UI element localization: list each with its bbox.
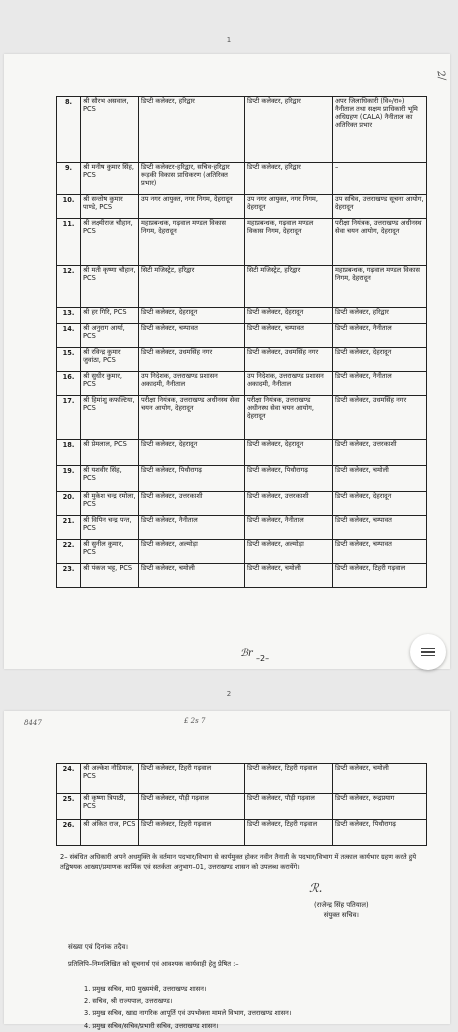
current-post-cell: सिटी मजिस्ट्रेट, हरिद्वार	[139, 266, 245, 308]
table-row	[57, 324, 427, 348]
current-post-cell: डिप्टी कलेक्टर, चमोली	[139, 564, 245, 588]
current-post-cell: उप नगर आयुक्त, नगर निगम, देहरादून	[139, 195, 245, 219]
serial-cell: 15.	[57, 348, 81, 372]
serial-cell: 14.	[57, 324, 81, 348]
new-post-cell: डिप्टी कलेक्टर, रूद्रप्रयाग	[333, 794, 427, 820]
officer-name-cell: श्री लक्ष्मीराज चौहान, PCS	[81, 219, 139, 266]
new-post-cell: डिप्टी कलेक्टर, उधमसिंह नगर	[333, 396, 427, 440]
officer-transfer-table	[56, 96, 427, 588]
new-post-cell: डिप्टी कलेक्टर, नैनीताल	[333, 372, 427, 396]
new-post-cell: डिप्टी कलेक्टर, देहरादून	[333, 348, 427, 372]
serial-cell: 11.	[57, 219, 81, 266]
serial-cell: 23.	[57, 564, 81, 588]
table-row	[57, 266, 427, 308]
new-post-cell: डिप्टी कलेक्टर, चमोली	[333, 764, 427, 794]
current-post-cell: डिप्टी कलेक्टर, देहरादून	[139, 308, 245, 324]
retained-post-cell: महाप्रबन्धक, गढ़वाल मण्डल विकास निगम, देहरादून	[245, 219, 333, 266]
retained-post-cell: डिप्टी कलेक्टर, हरिद्वार	[245, 163, 333, 195]
retained-post-cell: उप निदेशक, उत्तराखण्ड प्रशासन अकादमी, नैनीताल	[245, 372, 333, 396]
serial-cell: 22.	[57, 540, 81, 564]
table-row	[57, 163, 427, 195]
officer-name-cell: श्री सुधीर कुमार, PCS	[81, 372, 139, 396]
top-note-mid: £ 2s 7	[184, 717, 206, 725]
current-post-cell: डिप्टी कलेक्टर, उत्तरकाशी	[139, 492, 245, 516]
current-post-cell: डिप्टी कलेक्टर, पौड़ी गढ़वाल	[139, 794, 245, 820]
top-note-left: 8447	[24, 719, 42, 727]
new-post-cell: डिप्टी कलेक्टर, चमोली	[333, 466, 427, 492]
officer-name-cell: श्री अल्केश नौडियाल, PCS	[81, 764, 139, 794]
page-menu-button[interactable]	[410, 634, 446, 670]
table-row	[57, 97, 427, 163]
serial-cell: 17.	[57, 396, 81, 440]
document-page-2	[4, 711, 450, 1030]
serial-cell: 12.	[57, 266, 81, 308]
new-post-cell: अपर जिलाधिकारी (वि०/रा०) नैनीताल तथा सक्षम प्राधिकारी भूमि अधिग्रहण (CALA) नैनीताल का अतिरिक्त प्रभार	[333, 97, 427, 163]
serial-cell: 19.	[57, 466, 81, 492]
retained-post-cell: डिप्टी कलेक्टर, चमोली	[245, 564, 333, 588]
current-post-cell: डिप्टी कलेक्टर-हरिद्वार, सचिव-हरिद्वार रूड़की विकास प्राधिकरण (अतिरिक्त प्रभार)	[139, 163, 245, 195]
serial-cell: 13.	[57, 308, 81, 324]
current-post-cell: परीक्षा नियंत्रक, उत्तराखण्ड अधीनस्थ सेवा चयन आयोग, देहरादून	[139, 396, 245, 440]
new-post-cell: –	[333, 163, 427, 195]
officer-name-cell: श्री मनीष कुमार सिंह, PCS	[81, 163, 139, 195]
retained-post-cell: उप नगर आयुक्त, नगर निगम, देहरादून	[245, 195, 333, 219]
officer-name-cell: श्री सन्तोष कुमार पाण्डे, PCS	[81, 195, 139, 219]
current-post-cell: डिप्टी कलेक्टर, पिथौरागढ़	[139, 466, 245, 492]
copy-recipient-item: 1. प्रमुख सचिव, मा0 मुख्यमंत्री, उत्तराखण्ड शासन।	[84, 985, 207, 993]
retained-post-cell: डिप्टी कलेक्टर, टिहरी गढ़वाल	[245, 820, 333, 846]
retained-post-cell: डिप्टी कलेक्टर, नैनीताल	[245, 516, 333, 540]
copy-to-line: प्रतिलिपि–निम्नलिखित को सूचनार्थ एवं आवश्यक कार्यवाही हेतु प्रेषित :–	[68, 960, 239, 968]
table-row	[57, 764, 427, 794]
reference-line: संख्या एवं दिनांक तदैव।	[68, 943, 128, 951]
officer-name-cell: श्री मती कृष्णा चौहान, PCS	[81, 266, 139, 308]
new-post-cell: डिप्टी कलेक्टर, उत्तरकाशी	[333, 440, 427, 466]
current-post-cell: डिप्टी कलेक्टर, देहरादून	[139, 440, 245, 466]
officer-name-cell: श्री प्रेमलाल, PCS	[81, 440, 139, 466]
serial-cell: 10.	[57, 195, 81, 219]
new-post-cell: परीक्षा नियंत्रक, उत्तराखण्ड अधीनस्थ सेवा चयन आयोग, देहरादून	[333, 219, 427, 266]
new-post-cell: उप सचिव, उत्तराखण्ड सूचना आयोग, देहरादून	[333, 195, 427, 219]
current-post-cell: डिप्टी कलेक्टर, टिहरी गढ़वाल	[139, 820, 245, 846]
officer-name-cell: श्री मुकेश चन्द्र रमोला, PCS	[81, 492, 139, 516]
menu-icon	[421, 646, 435, 659]
officer-name-cell: श्री अंकित राज, PCS	[81, 820, 139, 846]
current-post-cell: महाप्रबन्धक, गढ़वाल मण्डल विकास निगम, देहरादून	[139, 219, 245, 266]
signature: ℛ.	[309, 881, 323, 895]
officer-name-cell: श्री पंकज भट्ट, PCS	[81, 564, 139, 588]
margin-annotation: 2/	[434, 69, 448, 82]
table-row	[57, 348, 427, 372]
retained-post-cell: परीक्षा नियंत्रक, उत्तराखण्ड अधीनस्थ सेवा चयन आयोग, देहरादून	[245, 396, 333, 440]
retained-post-cell: डिप्टी कलेक्टर, अल्मोड़ा	[245, 540, 333, 564]
table-row	[57, 820, 427, 846]
current-post-cell: डिप्टी कलेक्टर, उधमसिंह नगर	[139, 348, 245, 372]
copy-recipient-item: 2. सचिव, श्री राज्यपाल, उत्तराखण्ड।	[84, 997, 173, 1006]
table-row	[57, 440, 427, 466]
table-row	[57, 492, 427, 516]
current-post-cell: डिप्टी कलेक्टर, टिहरी गढ़वाल	[139, 764, 245, 794]
table-row	[57, 372, 427, 396]
retained-post-cell: डिप्टी कलेक्टर, हरिद्वार	[245, 97, 333, 163]
officer-name-cell: श्री यशवीर सिंह, PCS	[81, 466, 139, 492]
table-row	[57, 564, 427, 588]
serial-cell: 24.	[57, 764, 81, 794]
retained-post-cell: डिप्टी कलेक्टर, टिहरी गढ़वाल	[245, 764, 333, 794]
retained-post-cell: डिप्टी कलेक्टर, चम्पावत	[245, 324, 333, 348]
serial-cell: 16.	[57, 372, 81, 396]
new-post-cell: डिप्टी कलेक्टर, चम्पावत	[333, 540, 427, 564]
table-row	[57, 794, 427, 820]
retained-post-cell: डिप्टी कलेक्टर, उधमसिंह नगर	[245, 348, 333, 372]
current-post-cell: डिप्टी कलेक्टर, हरिद्वार	[139, 97, 245, 163]
copy-recipient-item: 4. प्रमुख सचिव/सचिव/प्रभारी सचिव, उत्तराखण्ड शासन।	[84, 1021, 219, 1030]
new-post-cell: डिप्टी कलेक्टर, नैनीताल	[333, 324, 427, 348]
officer-name-cell: श्री रविन्द्र कुमार जुवांठा, PCS	[81, 348, 139, 372]
new-post-cell: डिप्टी कलेक्टर, पिथौरागढ़	[333, 820, 427, 846]
retained-post-cell: सिटी मजिस्ट्रेट, हरिद्वार	[245, 266, 333, 308]
officer-name-cell: श्री अनुराग आर्या, PCS	[81, 324, 139, 348]
retained-post-cell: डिप्टी कलेक्टर, पौड़ी गढ़वाल	[245, 794, 333, 820]
serial-cell: 9.	[57, 163, 81, 195]
signatory-block	[314, 901, 369, 920]
new-post-cell: डिप्टी कलेक्टर, चम्पावत	[333, 516, 427, 540]
handwritten-initial: ℬr	[240, 648, 253, 659]
serial-cell: 8.	[57, 97, 81, 163]
officer-name-cell: श्री कृष्णा त्रिपाठी, PCS	[81, 794, 139, 820]
serial-cell: 21.	[57, 516, 81, 540]
officer-transfer-table-cont	[56, 763, 427, 846]
officer-name-cell: श्री सुनील कुमार, PCS	[81, 540, 139, 564]
retained-post-cell: डिप्टी कलेक्टर, पिथौरागढ़	[245, 466, 333, 492]
table-row	[57, 516, 427, 540]
serial-cell: 25.	[57, 794, 81, 820]
copy-recipient-item: 3. प्रमुख सचिव, खाद्य नागरिक आपूर्ति एवं उपभोक्ता मामले विभाग, उत्तराखण्ड शासन।	[84, 1009, 292, 1018]
signatory-title: संयुक्त सचिव।	[323, 910, 359, 919]
current-post-cell: उप निदेशक, उत्तराखण्ड प्रशासन अकादमी, नैनीताल	[139, 372, 245, 396]
table-row	[57, 540, 427, 564]
serial-cell: 18.	[57, 440, 81, 466]
current-post-cell: डिप्टी कलेक्टर, नैनीताल	[139, 516, 245, 540]
officer-name-cell: श्री विपिन चन्द्र पन्त, PCS	[81, 516, 139, 540]
table-row	[57, 466, 427, 492]
page-footer-number: –2–	[256, 654, 270, 663]
officer-name-cell: श्री हिमांशु कफल्टिया, PCS	[81, 396, 139, 440]
current-post-cell: डिप्टी कलेक्टर, चम्पावत	[139, 324, 245, 348]
signatory-name: (राजेन्द्र सिंह पतियाल)	[314, 901, 369, 909]
serial-cell: 26.	[57, 820, 81, 846]
page-number-1: 1	[226, 36, 232, 44]
retained-post-cell: डिप्टी कलेक्टर, देहरादून	[245, 440, 333, 466]
officer-name-cell: श्री सौरभ असवाल, PCS	[81, 97, 139, 163]
new-post-cell: डिप्टी कलेक्टर, हरिद्वार	[333, 308, 427, 324]
new-post-cell: डिप्टी कलेक्टर, देहरादून	[333, 492, 427, 516]
retained-post-cell: डिप्टी कलेक्टर, देहरादून	[245, 308, 333, 324]
instruction-paragraph: 2– संबंधित अधिकारी अपने अधमुक्ति के वर्तमान पदभार/विभाग से कार्यमुक्त होकर नवीन तैनाती के पदभार/विभाग में तत्काल कार्यभार ग्रहण करते हुये तद्विषयक आख्या/प्रमाणक कार्मिक एवं सतर्कता अनुभाग–01, उत्तराखण्ड शासन को उपलब्ध करायेंगे।	[60, 853, 417, 872]
document-page-1	[4, 54, 450, 669]
retained-post-cell: डिप्टी कलेक्टर, उत्तरकाशी	[245, 492, 333, 516]
table-row	[57, 219, 427, 266]
copy-recipient-list	[84, 983, 291, 1032]
table-row	[57, 308, 427, 324]
table-row	[57, 195, 427, 219]
new-post-cell: महाप्रबन्धक, गढ़वाल मण्डल विकास निगम, देहरादून	[333, 266, 427, 308]
current-post-cell: डिप्टी कलेक्टर, अल्मोड़ा	[139, 540, 245, 564]
page-number-2: 2	[226, 690, 232, 698]
table-row	[57, 396, 427, 440]
serial-cell: 20.	[57, 492, 81, 516]
officer-name-cell: श्री हर गिरि, PCS	[81, 308, 139, 324]
new-post-cell: डिप्टी कलेक्टर, टिहरी गढ़वाल	[333, 564, 427, 588]
